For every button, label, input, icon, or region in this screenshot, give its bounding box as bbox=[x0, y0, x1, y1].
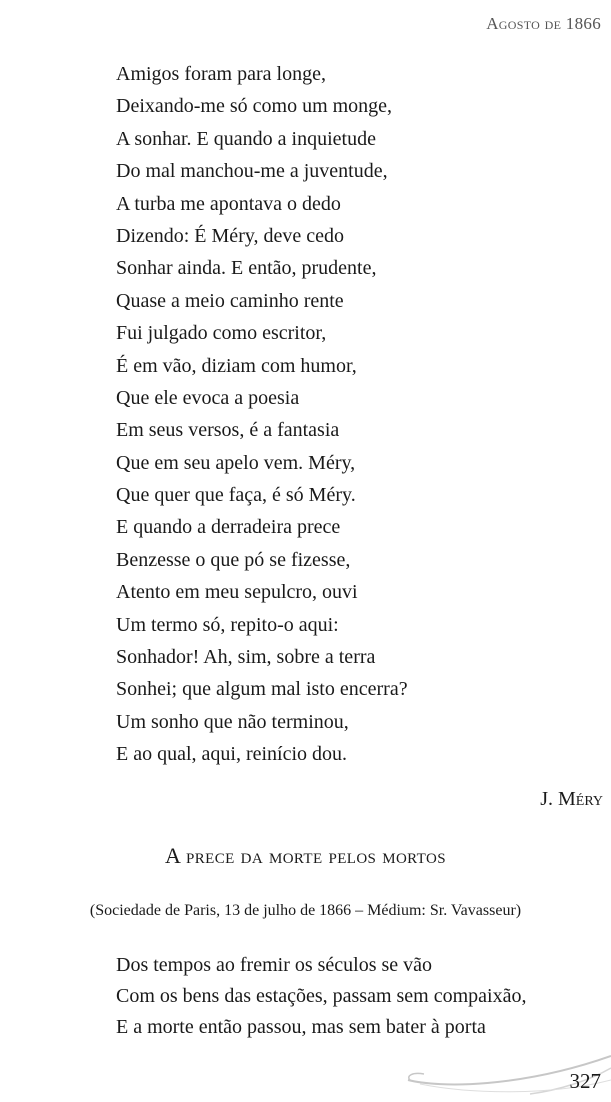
poem-line: Sonhei; que algum mal isto encerra? bbox=[116, 678, 408, 701]
poem-line: Que ele evoca a poesia bbox=[116, 386, 300, 409]
poem-line: E a morte então passou, mas sem bater à porta bbox=[116, 1016, 486, 1038]
running-header: Agosto de 1866 bbox=[486, 14, 601, 33]
poem-line: Um termo só, repito-o aqui: bbox=[116, 613, 339, 636]
poem-line: Dizendo: É Méry, deve cedo bbox=[116, 224, 345, 247]
section-subtitle: (Sociedade de Paris, 13 de julho de 1866 – Médium: Sr. Vavasseur) bbox=[89, 902, 522, 919]
second-poem bbox=[116, 950, 526, 1043]
poem-line: Deixando-me só como um monge, bbox=[116, 95, 393, 118]
poem-line: Quase a meio caminho rente bbox=[116, 289, 344, 312]
poem-line: Sonhador! Ah, sim, sobre a terra bbox=[116, 646, 376, 669]
poem-line: Com os bens das estações, passam sem compaixão, bbox=[116, 985, 527, 1007]
poem-line: Do mal manchou-me a juventude, bbox=[116, 160, 388, 183]
poem bbox=[116, 58, 408, 771]
poem-line: Em seus versos, é a fantasia bbox=[116, 419, 340, 442]
poem-line: Dos tempos ao fremir os séculos se vão bbox=[116, 954, 433, 976]
poem-line: Atento em meu sepulcro, ouvi bbox=[116, 581, 358, 604]
poem-line: É em vão, diziam com humor, bbox=[116, 354, 357, 377]
author-signature: J. Méry bbox=[540, 788, 603, 810]
poem-line: Que em seu apelo vem. Méry, bbox=[116, 451, 356, 474]
page-number: 327 bbox=[569, 1069, 601, 1093]
poem-line: A turba me apontava o dedo bbox=[116, 192, 341, 215]
poem-line: Amigos foram para longe, bbox=[116, 63, 326, 85]
poem-line: E quando a derradeira prece bbox=[116, 516, 341, 539]
poem-line: Que quer que faça, é só Méry. bbox=[116, 484, 356, 507]
poem-line: E ao qual, aqui, reinício dou. bbox=[116, 743, 348, 766]
poem-line: A sonhar. E quando a inquietude bbox=[116, 127, 376, 150]
poem-line: Fui julgado como escritor, bbox=[116, 322, 327, 345]
section-title: A prece da morte pelos mortos bbox=[165, 843, 446, 868]
poem-line: Benzesse o que pó se fizesse, bbox=[116, 548, 351, 571]
poem-line: Sonhar ainda. E então, prudente, bbox=[116, 257, 377, 280]
poem-line: Um sonho que não terminou, bbox=[116, 710, 349, 733]
